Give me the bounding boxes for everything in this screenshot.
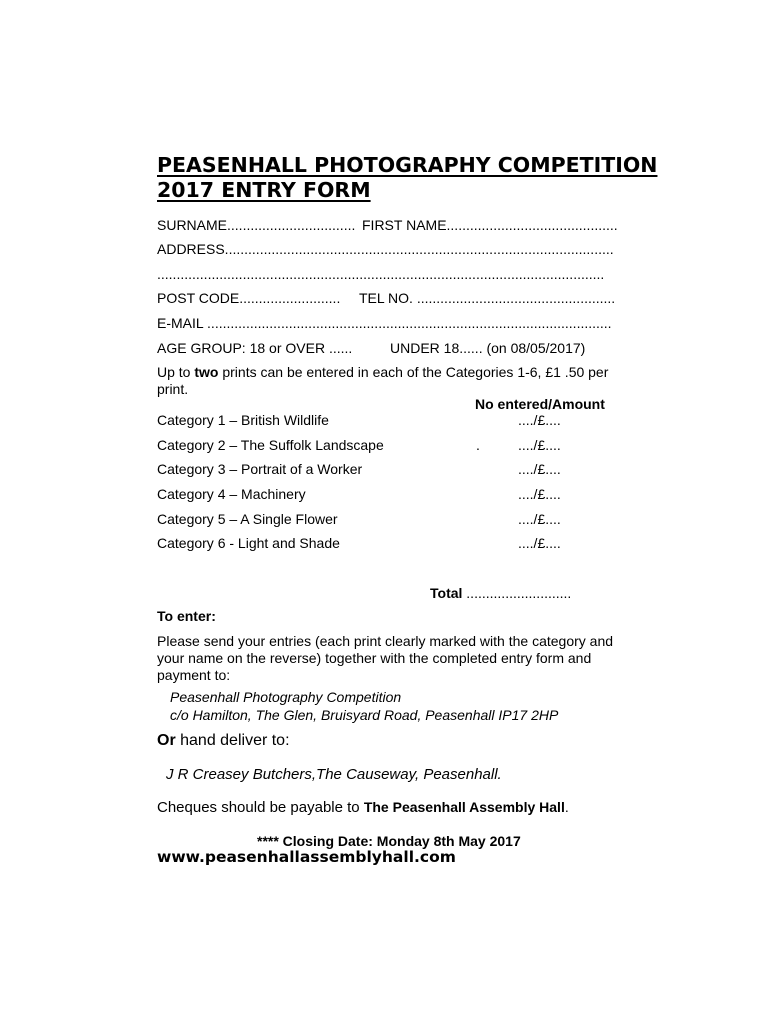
total-blank: ...........................: [462, 585, 572, 601]
category-5-label: Category 5 – A Single Flower: [157, 511, 338, 527]
category-6-label: Category 6 - Light and Shade: [157, 535, 340, 551]
category-6-amount-blank: ..../£....: [518, 535, 561, 551]
first-name-field: FIRST NAME............................................: [362, 217, 618, 233]
to-enter-heading: To enter:: [157, 608, 216, 624]
stray-dot: .: [476, 437, 480, 453]
hand-deliver-line: Or hand deliver to:: [157, 732, 290, 749]
address-field: ADDRESS....................................................................................................: [157, 241, 614, 257]
age-group-under-18: UNDER 18...... (on 08/05/2017): [390, 340, 586, 356]
category-3-label: Category 3 – Portrait of a Worker: [157, 461, 363, 477]
category-4-amount-blank: ..../£....: [518, 486, 561, 502]
address-continuation-field: ...................................................................................................................: [157, 266, 605, 282]
hand-deliver-address: J R Creasey Butchers,The Causeway, Peasenhall.: [166, 766, 502, 783]
surname-field: SURNAME.................................: [157, 217, 356, 233]
form-title-line2: 2017 ENTRY FORM: [157, 178, 371, 202]
amount-column-header: No entered/Amount: [475, 396, 605, 412]
total-label: Total: [430, 585, 463, 601]
total-line: [430, 586, 571, 600]
category-1-amount-blank: ..../£....: [518, 412, 561, 428]
website-url: www.peasenhallassemblyhall.com: [157, 848, 456, 866]
entry-rules-text: Up to two prints can be entered in each of the Categories 1-6, £1 .50 per print.: [157, 364, 609, 397]
category-3-amount-blank: ..../£....: [518, 461, 561, 477]
category-2-label: Category 2 – The Suffolk Landscape: [157, 437, 384, 453]
closing-date: **** Closing Date: Monday 8th May 2017: [257, 833, 521, 849]
postal-address-line2: c/o Hamilton, The Glen, Bruisyard Road, Peasenhall IP17 2HP: [170, 707, 559, 723]
category-1-label: Category 1 – British Wildlife: [157, 412, 329, 428]
postal-address-line1: Peasenhall Photography Competition: [170, 689, 402, 705]
form-title-line1: PEASENHALL PHOTOGRAPHY COMPETITION: [157, 153, 658, 177]
category-5-amount-blank: ..../£....: [518, 511, 561, 527]
category-2-amount-blank: ..../£....: [518, 437, 561, 453]
to-enter-instructions: Please send your entries (each print clearly marked with the category and your name on the reverse) together with the completed entry form and payment to:: [157, 633, 614, 683]
category-4-label: Category 4 – Machinery: [157, 486, 306, 502]
age-group-over-18: AGE GROUP: 18 or OVER ......: [157, 340, 353, 356]
post-code-field: POST CODE..........................: [157, 290, 341, 306]
cheques-payable-line: Cheques should be payable to The Peasenhall Assembly Hall.: [157, 799, 569, 816]
tel-no-field: TEL NO. ...................................................: [359, 290, 616, 306]
email-field: E-MAIL ........................................................................................................: [157, 315, 612, 331]
